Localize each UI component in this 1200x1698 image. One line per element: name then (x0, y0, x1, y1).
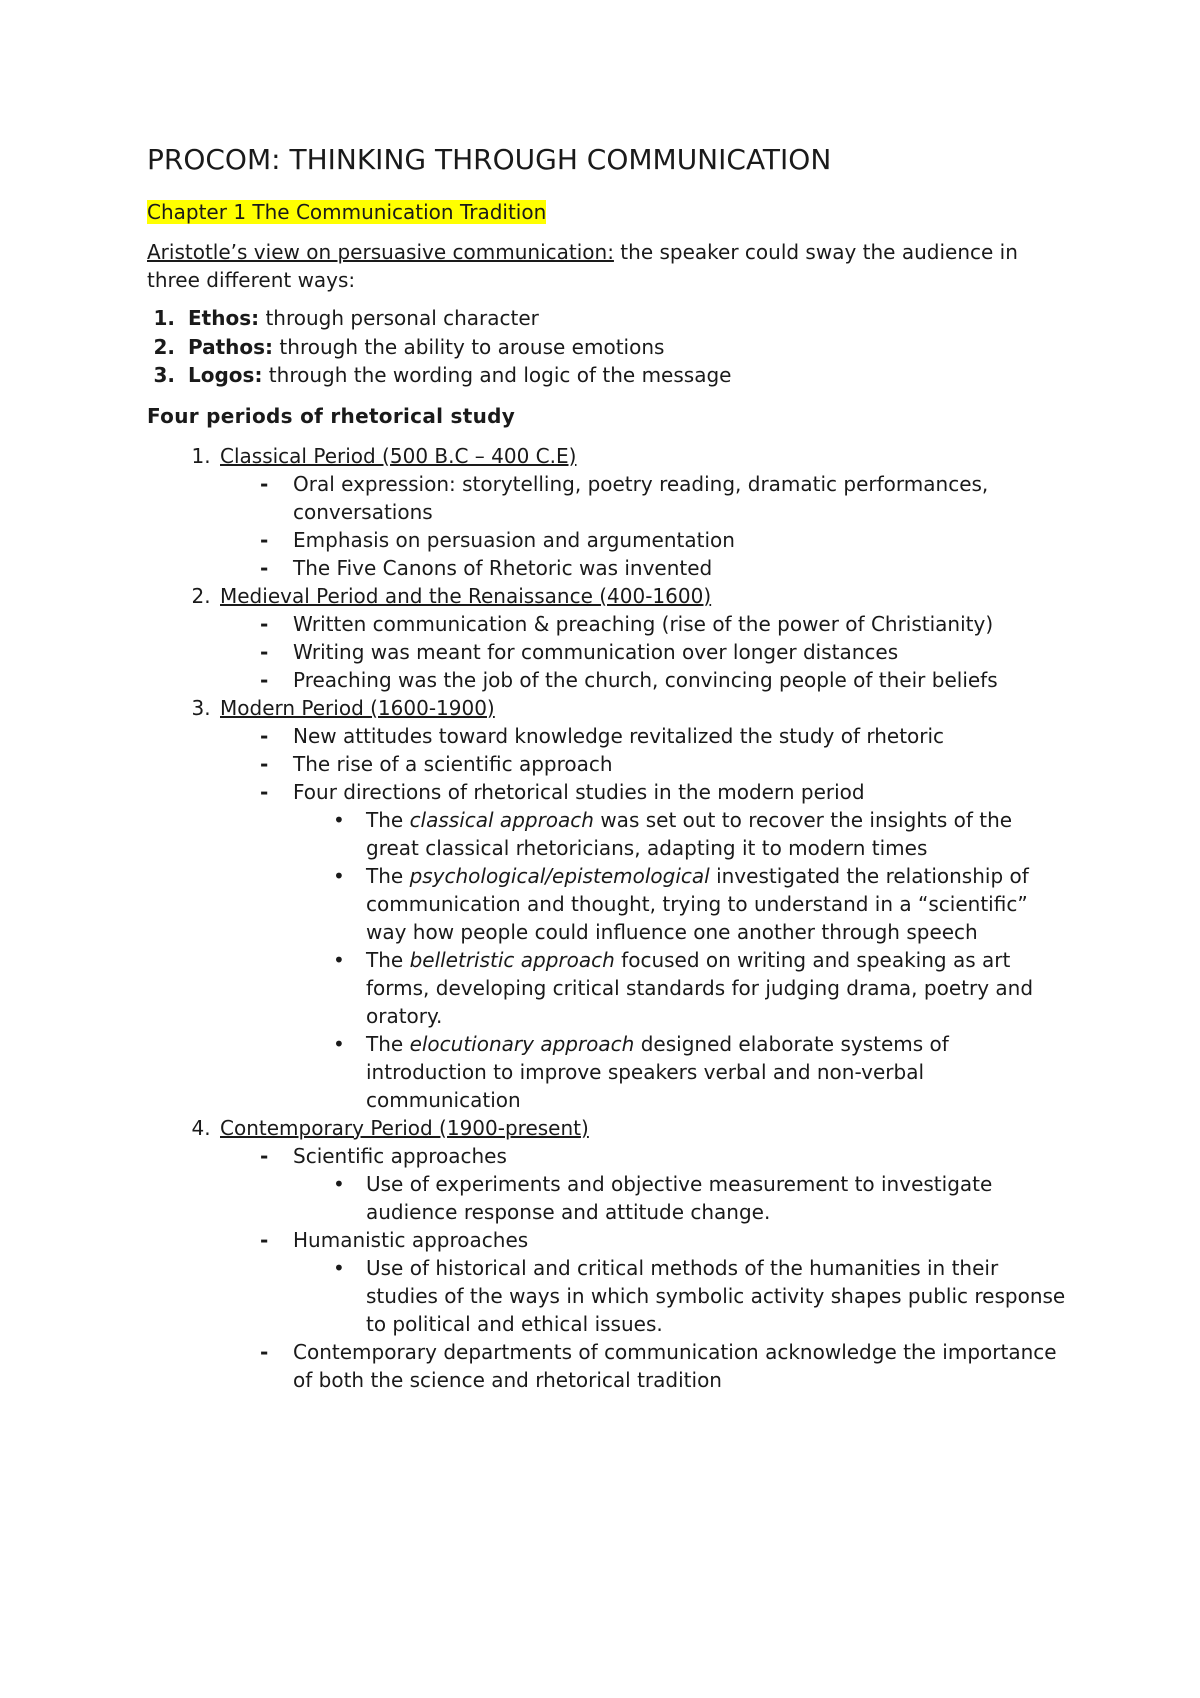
period-item (217, 1114, 1067, 1394)
appeal-term: Pathos: (188, 334, 274, 359)
period-point: - Oral expression: storytelling, poetry reading, dramatic performances, conversations (293, 470, 1067, 526)
chapter-heading (147, 198, 1067, 226)
period-point (293, 1142, 1067, 1226)
approach-pre: The (366, 1031, 410, 1056)
appeals-list (147, 304, 1067, 390)
approach-desc: was set out to recover the insights of the great classical rhetoricians, adapting it to modern times (366, 807, 1013, 860)
approach-item (366, 1030, 1067, 1114)
approach-item (366, 806, 1067, 862)
period-point (293, 778, 1067, 1114)
chapter-heading-text: Chapter 1 The Communication Tradition (147, 200, 547, 224)
appeal-term: Ethos: (188, 306, 260, 330)
approach-desc: focused on writing and speaking as art forms, developing critical standards for judging drama, poetry and oratory. (366, 947, 1034, 1028)
periods-heading: Four periods of rhetorical study (147, 403, 516, 428)
period-point-text: Scientific approaches (293, 1143, 507, 1168)
approach-pre: The (366, 807, 410, 832)
period-points (220, 722, 1067, 1114)
aristotle-text: the speaker could sway the audience in three different ways: (147, 240, 1018, 292)
period-points (220, 470, 1067, 582)
appeal-desc: through the wording and logic of the message (262, 363, 732, 387)
approach-item (366, 862, 1067, 946)
period-point: - New attitudes toward knowledge revitalized the study of rhetoric (293, 722, 1067, 750)
period-item (217, 442, 1067, 582)
approach-list (293, 806, 1067, 1114)
period-point: - The rise of a scientific approach (293, 750, 1067, 778)
periods-list (147, 442, 1067, 1394)
appeal-desc: through the ability to arouse emotions (273, 334, 665, 359)
appeal-term: Logos: (188, 363, 263, 387)
approach-list (293, 1254, 1067, 1338)
aristotle-heading: Aristotle’s view on persuasive communication: (147, 240, 614, 264)
period-point-text: Four directions of rhetorical studies in the modern period (293, 779, 865, 804)
aristotle-intro (147, 238, 1067, 294)
period-point (293, 1226, 1067, 1338)
approach-item (366, 946, 1067, 1030)
period-title: Classical Period (500 B.C – 400 C.E) (220, 443, 577, 468)
period-point-text: Contemporary departments of communication acknowledge the importance of both the science and rhetorical tradition (293, 1339, 1057, 1392)
appeal-item (182, 333, 1067, 362)
period-point: - The Five Canons of Rhetoric was invented (293, 554, 1067, 582)
approach-item: • Use of historical and critical methods of the humanities in their studies of the ways in which symbolic activity shapes public response to political and ethical issues. (366, 1254, 1067, 1338)
approach-name: psychological/epistemological (409, 863, 710, 888)
appeal-desc: through personal character (259, 306, 539, 330)
appeal-item (182, 304, 1067, 333)
document-title: PROCOM: THINKING THROUGH COMMUNICATION (147, 143, 832, 176)
approach-pre: The (366, 947, 410, 972)
period-item (217, 694, 1067, 1114)
approach-name: classical approach (409, 807, 594, 832)
period-title: Medieval Period and the Renaissance (400-1600) (220, 583, 712, 608)
period-point (293, 1338, 1067, 1394)
approach-desc: designed elaborate systems of introduction to improve speakers verbal and non-verbal communication (366, 1031, 949, 1112)
period-points (220, 610, 1067, 694)
appeal-item (182, 361, 1067, 390)
period-point: - Writing was meant for communication over longer distances (293, 638, 1067, 666)
period-point-text: Humanistic approaches (293, 1227, 529, 1252)
approach-name: belletristic approach (409, 947, 615, 972)
approach-pre: The (366, 863, 410, 888)
document-page (147, 140, 1067, 1394)
period-points (220, 1142, 1067, 1394)
period-point: - Preaching was the job of the church, convincing people of their beliefs (293, 666, 1067, 694)
period-point: - Written communication & preaching (rise of the power of Christianity) (293, 610, 1067, 638)
approach-item: • Use of experiments and objective measurement to investigate audience response and attitude change. (366, 1170, 1067, 1226)
period-title: Contemporary Period (1900-present) (220, 1115, 589, 1140)
approach-name: elocutionary approach (409, 1031, 635, 1056)
period-title: Modern Period (1600-1900) (220, 695, 495, 720)
approach-desc: investigated the relationship of communication and thought, trying to understand in a “scientific” way how people could influence one another through speech (366, 863, 1029, 944)
period-item (217, 582, 1067, 694)
period-point: - Emphasis on persuasion and argumentation (293, 526, 1067, 554)
approach-list (293, 1170, 1067, 1226)
